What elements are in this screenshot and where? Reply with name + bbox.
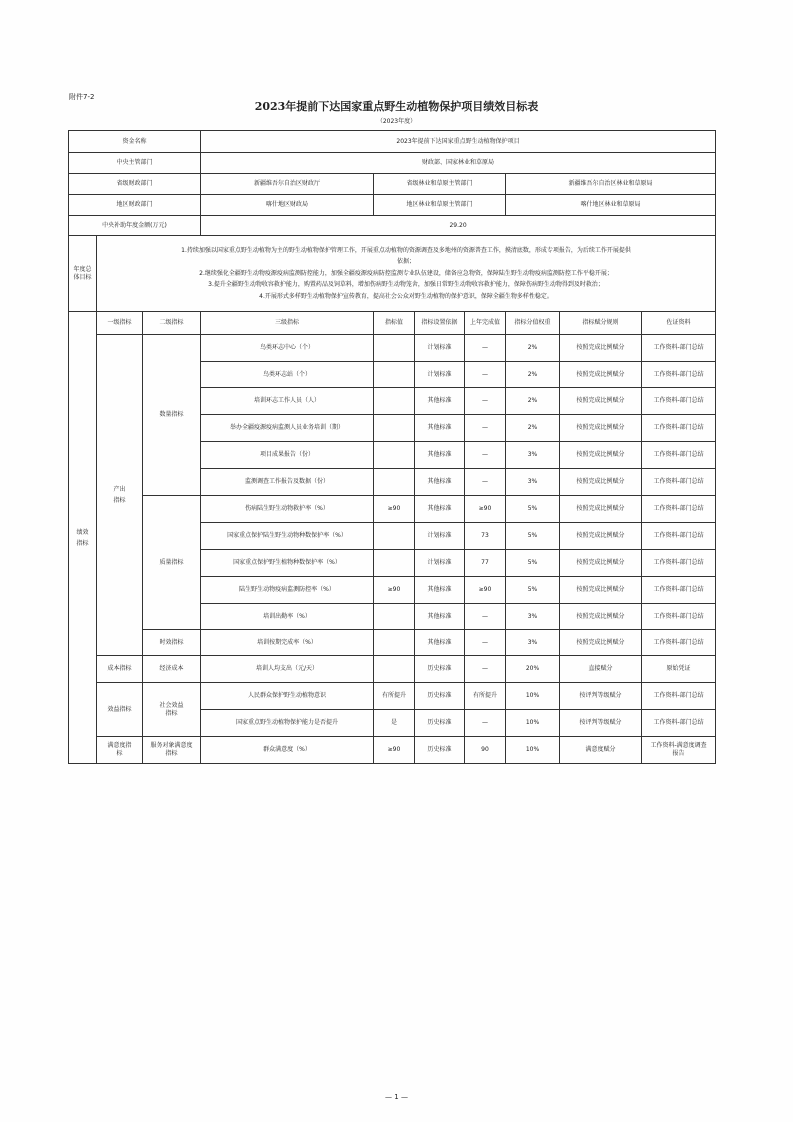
annual-goals-row (69, 236, 716, 312)
value-cell (374, 415, 415, 442)
prev-cell: — (465, 415, 506, 442)
amount-label: 中央补助年度金额(万元) (69, 216, 201, 236)
value-cell (374, 335, 415, 362)
level2-economic-cost: 经济成本 (143, 656, 201, 683)
evidence-cell: 工作资料-满意度调查报告 (642, 737, 716, 764)
prev-cell: 73 (465, 523, 506, 550)
amount-row (69, 216, 716, 236)
local-forest-value: 喀什地区林业和草原局 (506, 195, 716, 216)
basis-cell: 计划标准 (415, 362, 465, 388)
evidence-cell: 工作资料-部门总结 (642, 442, 716, 469)
prev-cell: — (465, 656, 506, 683)
weight-cell: 10% (506, 737, 560, 764)
evidence-cell: 工作资料-部门总结 (642, 683, 716, 710)
prev-cell: ≥90 (465, 577, 506, 604)
prev-cell: — (465, 469, 506, 496)
goal-line: 1.持续加强以国家重点野生动植物为主的野生动植物保护管理工作，开展重点动植物的资源调查及多地州的资源普查工作，摸清底数，形成专项报告，为后续工作开展提供 (181, 246, 631, 254)
prev-cell: — (465, 362, 506, 388)
amount-value: 29.20 (201, 216, 716, 236)
prev-cell: — (465, 604, 506, 630)
level1-satisfaction: 满意度指标 (97, 737, 143, 764)
level1-cost: 成本指标 (97, 656, 143, 683)
basis-cell: 历史标准 (415, 710, 465, 737)
header-rule: 指标赋分规则 (560, 312, 642, 335)
level3-cell: 培训出勤率（%） (201, 604, 374, 630)
level3-cell: 群众满意度（%） (201, 737, 374, 764)
level1-output: 产出指标 (97, 335, 143, 656)
level3-cell: 陆生野生动物疫病监测防控率（%） (201, 577, 374, 604)
level2-quantity: 数量指标 (143, 335, 201, 496)
level3-cell: 鸟类环志站（个） (201, 362, 374, 388)
attachment-label: 附件7-2 (69, 93, 95, 101)
weight-cell: 20% (506, 656, 560, 683)
rule-cell: 按照完成比例赋分 (560, 550, 642, 577)
level2-social-benefit: 社会效益指标 (143, 683, 201, 737)
value-cell: 有所提升 (374, 683, 415, 710)
rule-cell: 直接赋分 (560, 656, 642, 683)
weight-cell: 5% (506, 577, 560, 604)
weight-cell: 5% (506, 550, 560, 577)
rule-cell: 按照完成比例赋分 (560, 469, 642, 496)
header-prev: 上年完成值 (465, 312, 506, 335)
value-cell (374, 469, 415, 496)
goal-line: 4.开展形式多样野生动植物保护宣传教育，提高社会公众对野生动植物的保护意识，保障全疆生物多样性稳定。 (259, 292, 553, 300)
rule-cell: 按照完成比例赋分 (560, 604, 642, 630)
provincial-dept-row (69, 174, 716, 195)
weight-cell: 5% (506, 523, 560, 550)
basis-cell: 其他标准 (415, 577, 465, 604)
rule-cell: 按照完成比例赋分 (560, 630, 642, 656)
header-evidence: 佐证资料 (642, 312, 716, 335)
level3-cell: 国家重点保护陆生野生动物种数保护率（%） (201, 523, 374, 550)
header-value: 指标值 (374, 312, 415, 335)
level3-cell: 举办全疆疫源疫病监测人员业务培训（期） (201, 415, 374, 442)
basis-cell: 历史标准 (415, 656, 465, 683)
value-cell: 是 (374, 710, 415, 737)
basis-cell: 其他标准 (415, 442, 465, 469)
evidence-cell: 工作资料-部门总结 (642, 335, 716, 362)
goal-line: 3.提升全疆野生动物收容救护能力，购置药品及饲草料，增加伤病野生动物笼舍，加强日常野生动物收容救护能力，保障伤病野生动物得到及时救治； (208, 281, 604, 289)
central-dept-value: 财政部、国家林业和草原局 (201, 153, 716, 174)
level3-cell: 监测调查工作报告及数据（份） (201, 469, 374, 496)
fund-name-label: 资金名称 (69, 131, 201, 153)
level3-cell: 培训人均支出（元/天） (201, 656, 374, 683)
table-row (69, 683, 716, 710)
weight-cell: 3% (506, 469, 560, 496)
rule-cell: 按评判等级赋分 (560, 710, 642, 737)
table-row (69, 737, 716, 764)
basis-cell: 其他标准 (415, 496, 465, 523)
header-weight: 指标分值权重 (506, 312, 560, 335)
evidence-cell: 工作资料-部门总结 (642, 710, 716, 737)
weight-cell: 2% (506, 415, 560, 442)
evidence-cell: 工作资料-部门总结 (642, 523, 716, 550)
annual-goals-text (97, 236, 716, 312)
value-cell: ≥90 (374, 577, 415, 604)
prov-forest-label: 省级林业和草原主管部门 (374, 174, 506, 195)
header-level3: 三级指标 (201, 312, 374, 335)
rule-cell: 按评判等级赋分 (560, 683, 642, 710)
local-forest-label: 地区林业和草原主管部门 (374, 195, 506, 216)
level1-benefit: 效益指标 (97, 683, 143, 737)
local-dept-row (69, 195, 716, 216)
central-dept-row (69, 153, 716, 174)
evidence-cell: 工作资料-部门总结 (642, 577, 716, 604)
basis-cell: 历史标准 (415, 737, 465, 764)
prev-cell: — (465, 630, 506, 656)
evidence-cell: 工作资料-部门总结 (642, 469, 716, 496)
level3-cell: 培训环志工作人员（人） (201, 388, 374, 415)
value-cell (374, 442, 415, 469)
value-cell (374, 523, 415, 550)
rule-cell: 按照完成比例赋分 (560, 362, 642, 388)
prev-cell: 有所提升 (465, 683, 506, 710)
value-cell (374, 388, 415, 415)
value-cell (374, 550, 415, 577)
weight-cell: 3% (506, 630, 560, 656)
evidence-cell: 工作资料-部门总结 (642, 604, 716, 630)
prev-cell: — (465, 710, 506, 737)
basis-cell: 历史标准 (415, 683, 465, 710)
prov-finance-value: 新疆维吾尔自治区财政厅 (201, 174, 374, 195)
table-row (69, 496, 716, 523)
evidence-cell: 工作资料-部门总结 (642, 362, 716, 388)
header-basis: 指标设置依据 (415, 312, 465, 335)
level3-cell: 国家重点野生动植物保护能力是否提升 (201, 710, 374, 737)
weight-cell: 5% (506, 496, 560, 523)
basis-cell: 其他标准 (415, 630, 465, 656)
rule-cell: 按照完成比例赋分 (560, 523, 642, 550)
basis-cell: 其他标准 (415, 415, 465, 442)
value-cell (374, 656, 415, 683)
page-number: — 1 — (385, 1093, 408, 1101)
value-cell: ≥90 (374, 737, 415, 764)
rule-cell: 按照完成比例赋分 (560, 415, 642, 442)
annual-goals-label: 年度总体目标 (69, 236, 97, 312)
weight-cell: 3% (506, 442, 560, 469)
weight-cell: 2% (506, 335, 560, 362)
evidence-cell: 工作资料-部门总结 (642, 550, 716, 577)
table-row (69, 656, 716, 683)
weight-cell: 2% (506, 388, 560, 415)
value-cell (374, 604, 415, 630)
level2-quality: 质量指标 (143, 496, 201, 630)
prev-cell: 90 (465, 737, 506, 764)
prev-cell: ≥90 (465, 496, 506, 523)
level3-cell: 鸟类环志中心（个） (201, 335, 374, 362)
header-level2: 二级指标 (143, 312, 201, 335)
header-level1: 一级指标 (97, 312, 143, 335)
level3-cell: 伤病陆生野生动物救护率（%） (201, 496, 374, 523)
indicator-header-row (69, 312, 716, 335)
evidence-cell: 工作资料-部门总结 (642, 496, 716, 523)
evidence-cell: 工作资料-部门总结 (642, 630, 716, 656)
prev-cell: — (465, 388, 506, 415)
rule-cell: 满意度赋分 (560, 737, 642, 764)
basis-cell: 其他标准 (415, 604, 465, 630)
table-row (69, 335, 716, 362)
rule-cell: 按照完成比例赋分 (560, 335, 642, 362)
prev-cell: — (465, 335, 506, 362)
fund-name-value: 2023年提前下达国家重点野生动植物保护项目 (201, 131, 716, 153)
level3-cell: 项目成果报告（份） (201, 442, 374, 469)
prov-finance-label: 省级财政部门 (69, 174, 201, 195)
prov-forest-value: 新疆维吾尔自治区林业和草原局 (506, 174, 716, 195)
level2-timeliness: 时效指标 (143, 630, 201, 656)
value-cell (374, 630, 415, 656)
level3-cell: 培训按期完成率（%） (201, 630, 374, 656)
basis-cell: 计划标准 (415, 523, 465, 550)
central-dept-label: 中央主管部门 (69, 153, 201, 174)
weight-cell: 3% (506, 604, 560, 630)
prev-cell: 77 (465, 550, 506, 577)
document-year: （2023年度） (376, 118, 417, 125)
basis-cell: 其他标准 (415, 469, 465, 496)
rule-cell: 按照完成比例赋分 (560, 496, 642, 523)
fund-name-row (69, 131, 716, 153)
basis-cell: 其他标准 (415, 388, 465, 415)
level3-cell: 国家重点保护野生植物种数保护率（%） (201, 550, 374, 577)
table-row (69, 630, 716, 656)
evidence-cell: 原始凭证 (642, 656, 716, 683)
document-title: 2023年提前下达国家重点野生动植物保护项目绩效目标表 (254, 100, 539, 113)
weight-cell: 2% (506, 362, 560, 388)
local-finance-value: 喀什地区财政局 (201, 195, 374, 216)
weight-cell: 10% (506, 710, 560, 737)
goal-line: 依据； (397, 258, 416, 266)
rule-cell: 按照完成比例赋分 (560, 442, 642, 469)
performance-target-table (68, 130, 716, 764)
local-finance-label: 地区财政部门 (69, 195, 201, 216)
basis-cell: 计划标准 (415, 335, 465, 362)
value-cell: ≥90 (374, 496, 415, 523)
prev-cell: — (465, 442, 506, 469)
performance-indicators-label: 绩效指标 (69, 312, 97, 764)
level3-cell: 人民群众保护野生动植物意识 (201, 683, 374, 710)
evidence-cell: 工作资料-部门总结 (642, 415, 716, 442)
rule-cell: 按照完成比例赋分 (560, 577, 642, 604)
level2-service-satisfaction: 服务对象满意度指标 (143, 737, 201, 764)
value-cell (374, 362, 415, 388)
evidence-cell: 工作资料-部门总结 (642, 388, 716, 415)
weight-cell: 10% (506, 683, 560, 710)
rule-cell: 按照完成比例赋分 (560, 388, 642, 415)
goal-line: 2.继续强化全疆野生动物疫源疫病监测防控能力，加强全疆疫源疫病防控监测专业队伍建设，储备应急物资，保障陆生野生动物疫病监测防控工作平稳开展； (199, 269, 613, 277)
basis-cell: 计划标准 (415, 550, 465, 577)
